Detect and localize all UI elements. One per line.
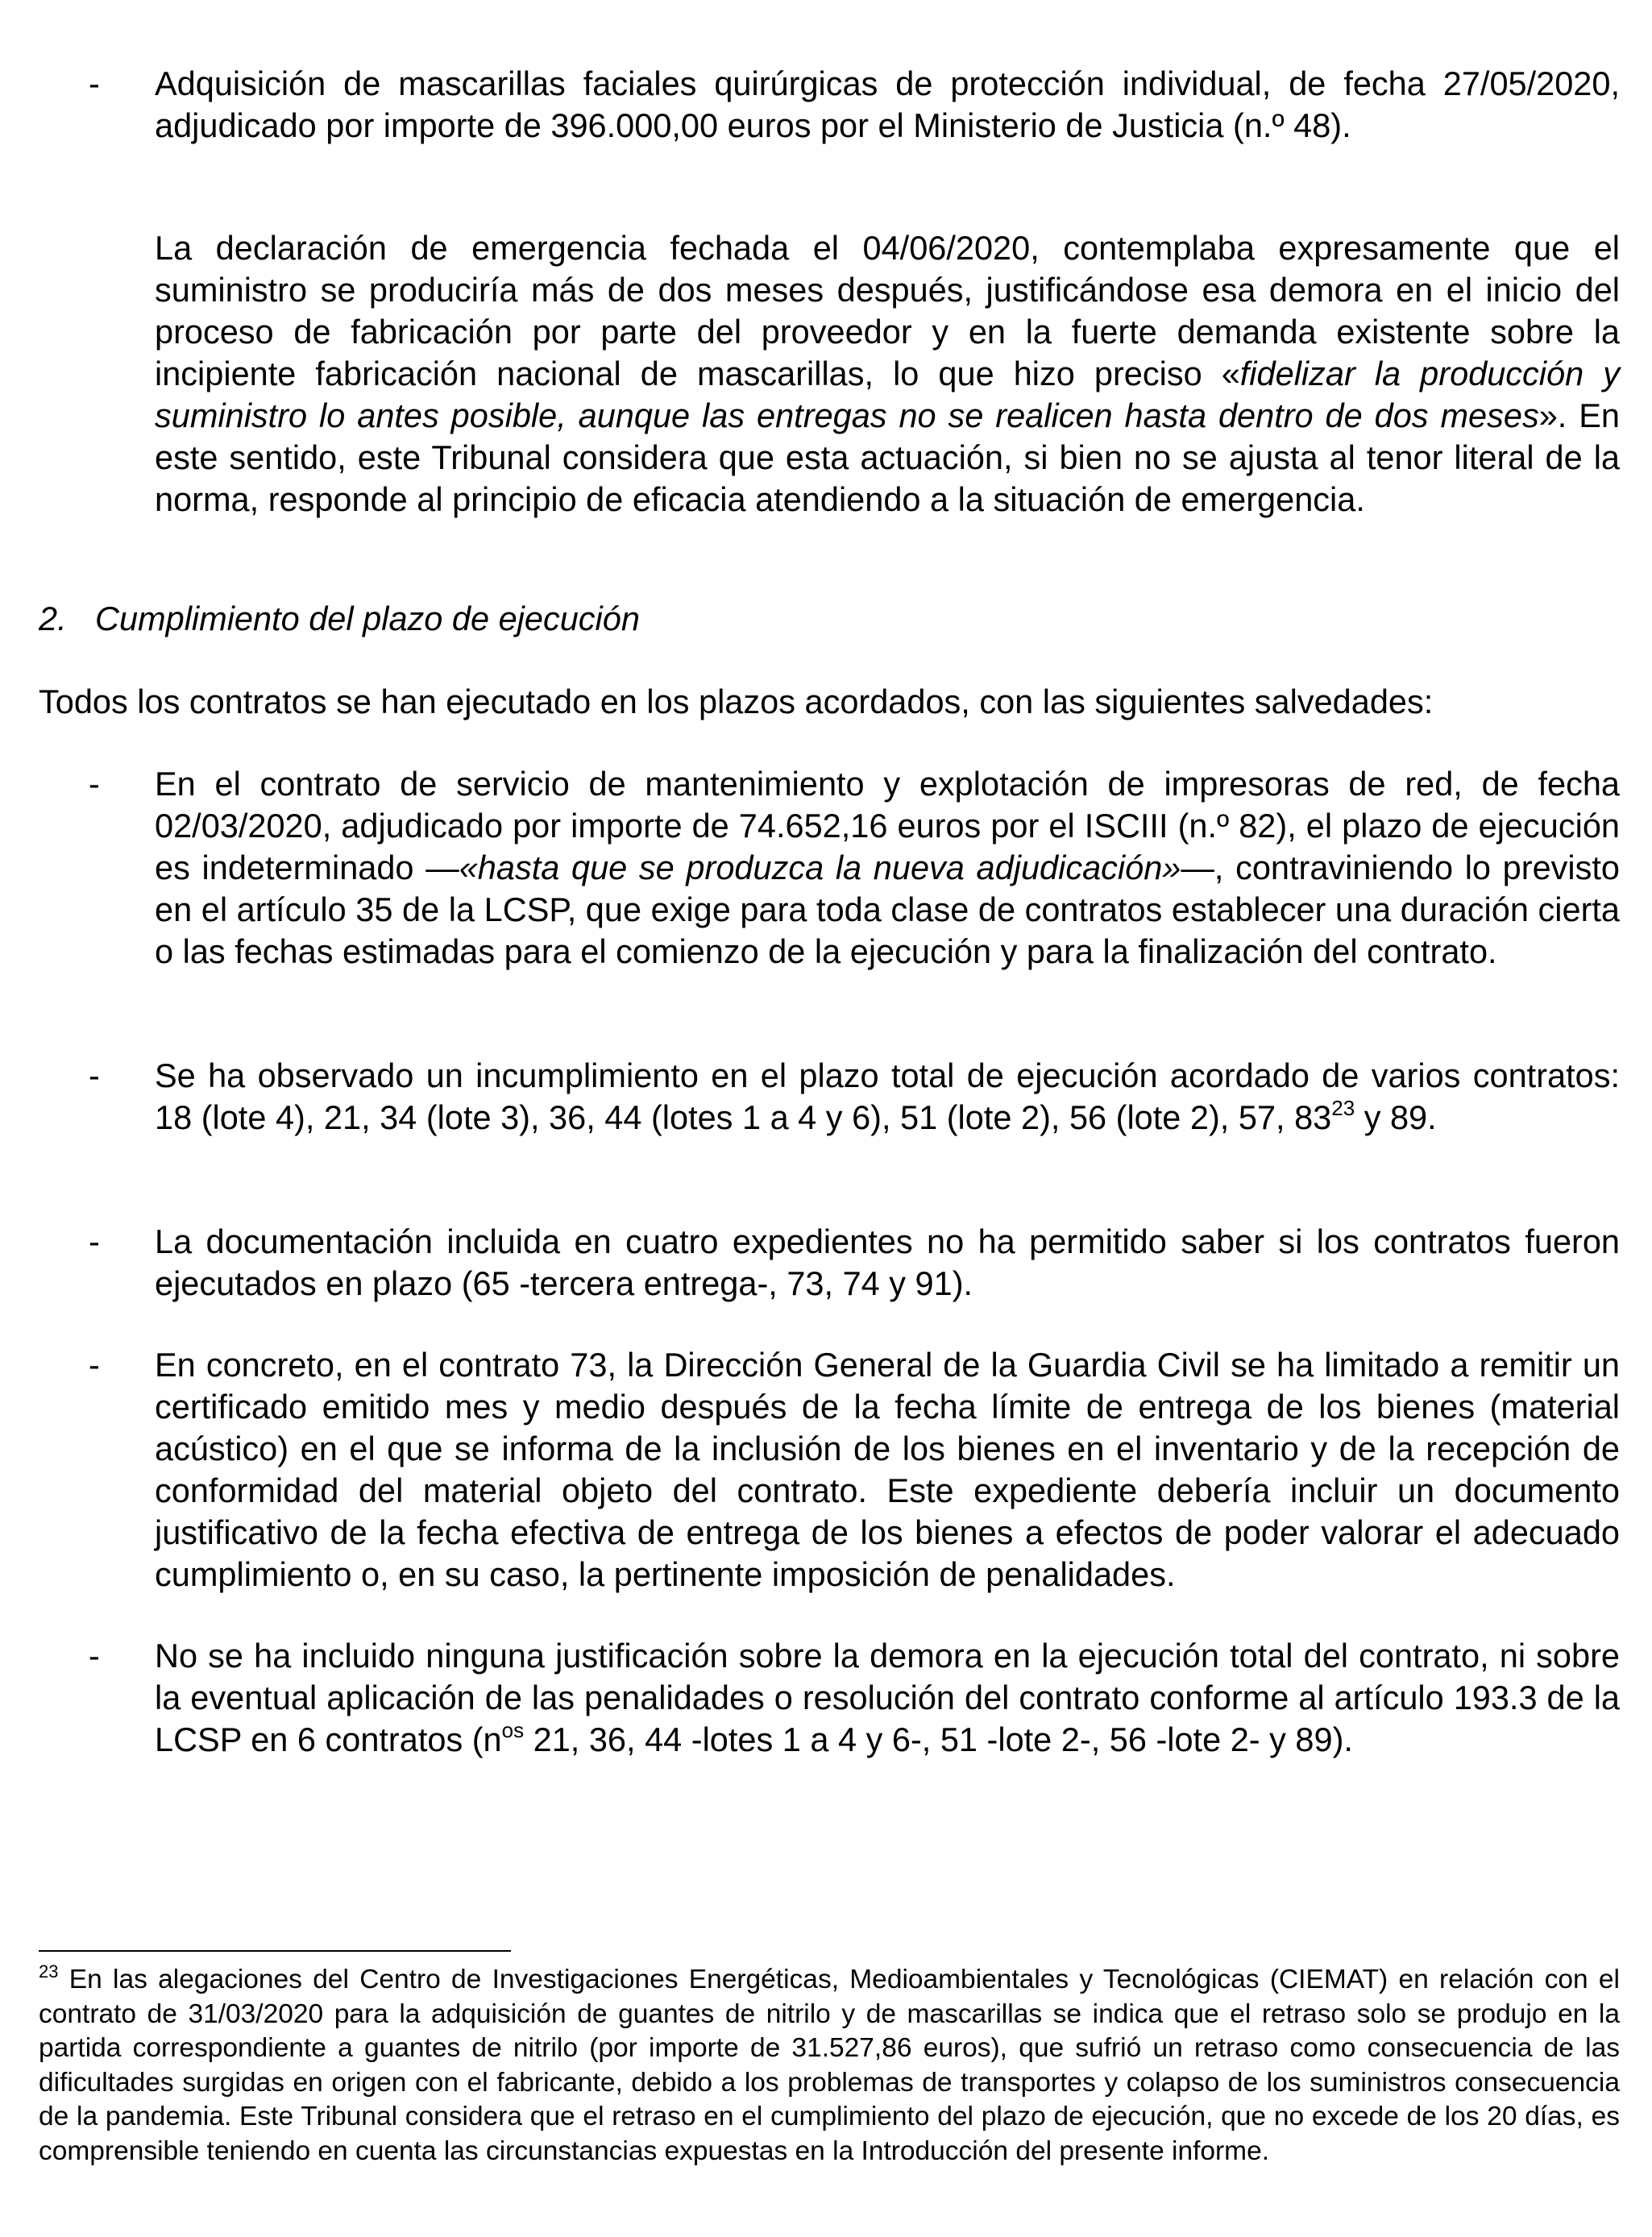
footnote-reference[interactable]: 23 <box>1331 1096 1355 1120</box>
section-title: Cumplimiento del plazo de ejecución <box>95 600 640 637</box>
list-item-text: Adquisición de mascarillas faciales quirúrgicas de protección individual, de fecha 27/05/2020, adjudicado por importe de 396.000,00 euros por el Ministerio de Justicia (n.º 48). <box>155 64 1620 144</box>
list-dash: - <box>89 1346 100 1384</box>
list-item-text-part: —, contraviniendo lo previsto en el artículo 35 de la LCSP, que exige para toda clase de contratos establecer una duración cierta o las fechas estimadas para el comienzo de la ejecución y para la finalización del contrato. <box>155 849 1620 970</box>
footnote-separator <box>39 1950 511 1952</box>
list-dash: - <box>89 1637 100 1675</box>
list-item-text-part: Se ha observado un incumplimiento en el plazo total de ejecución acordado de varios contratos: 18 (lote 4), 21, 34 (lote 3), 36, 44 (lotes 1 a 4 y 6), 51 (lote 2), 56 (lote 2), 57, 83 <box>155 1056 1620 1136</box>
list-item-text: La documentación incluida en cuatro expedientes no ha permitido saber si los contratos fueron ejecutados en plazo (65 -tercera entrega-, 73, 74 y 91). <box>155 1222 1620 1302</box>
list-item-text <box>155 1635 1620 1761</box>
superscript: os <box>501 1718 525 1742</box>
section-heading <box>39 598 1570 640</box>
list-dash: - <box>89 64 100 102</box>
quoted-text: fidelizar la producción y suministro lo antes posible, aunque las entregas no se realicen hasta dentro de dos meses <box>155 355 1620 434</box>
section-number: 2. <box>39 600 67 637</box>
paragraph-text: ». En este sentido, este Tribunal considera que esta actuación, si bien no se ajusta al tenor literal de la norma, responde al principio de eficacia atendiendo a la situación de emergencia. <box>155 396 1620 518</box>
footnote-marker: 23 <box>39 1961 59 1982</box>
list-item-text-part: En el contrato de servicio de mantenimiento y explotación de impresoras de red, de fecha 02/03/2020, adjudicado por importe de 74.652,16 euros por el ISCIII (n.º 82), el plazo de ejecución es indeterminado — <box>155 765 1620 886</box>
paragraph-text: La declaración de emergencia fechada el 04/06/2020, contemplaba expresamente que el suministro se produciría más de dos meses después, justificándose esa demora en el inicio del proceso de fabricación por parte del proveedor y en la fuerte demanda existente sobre la incipiente fabricación nacional de mascarillas, lo que hizo preciso « <box>155 229 1620 392</box>
list-dash: - <box>89 1222 100 1260</box>
list-dash: - <box>89 1056 100 1094</box>
list-item-text-part: No se ha incluido ninguna justificación sobre la demora en la ejecución total del contrato, ni sobre la eventual aplicación de las penalidades o resolución del contrato conforme al artículo 193.3 de la LCSP en 6 contratos (n <box>155 1637 1620 1758</box>
paragraph-emergencia <box>155 227 1620 521</box>
footnote-text: En las alegaciones del Centro de Investigaciones Energéticas, Medioambientales y Tecnológicas (CIEMAT) en relación con el contrato de 31/03/2020 para la adquisición de guantes de nitrilo y de mascarillas se indica que el retraso solo se produjo en la partida correspondiente a guantes de nitrilo (por importe de 31.527,86 euros), que sufrió un retraso como consecuencia de las dificultades surgidas en origen con el fabricante, debido a los problemas de transportes y colapso de los suministros consecuencia de la pandemia. Este Tribunal considera que el retraso en el cumplimiento del plazo de ejecución, que no excede de los 20 días, es comprensible teniendo en cuenta las circunstancias expuestas en la Introducción del presente informe. <box>39 1965 1620 2166</box>
footnote <box>39 1963 1620 2169</box>
list-item-text <box>155 1055 1620 1139</box>
list-item-text: En concreto, en el contrato 73, la Dirección General de la Guardia Civil se ha limitado a remitir un certificado emitido mes y medio después de la fecha límite de entrega de los bienes (material acústico) en el que se informa de la inclusión de los bienes en el inventario y de la recepción de conformidad del material objeto del contrato. Este expediente debería incluir un documento justificativo de la fecha efectiva de entrega de los bienes a efectos de poder valorar el adecuado cumplimiento o, en su caso, la pertinente imposición de penalidades. <box>155 1346 1620 1593</box>
quoted-text: «hasta que se produzca la nueva adjudicación» <box>459 849 1181 886</box>
intro-paragraph: Todos los contratos se han ejecutado en los plazos acordados, con las siguientes salvedades: <box>39 683 1434 720</box>
list-item-text <box>155 763 1620 973</box>
list-item-text-part: y 89. <box>1355 1098 1437 1136</box>
list-dash: - <box>89 765 100 803</box>
list-item-text-part: 21, 36, 44 -lotes 1 a 4 y 6-, 51 -lote 2-, 56 -lote 2- y 89). <box>524 1720 1353 1758</box>
